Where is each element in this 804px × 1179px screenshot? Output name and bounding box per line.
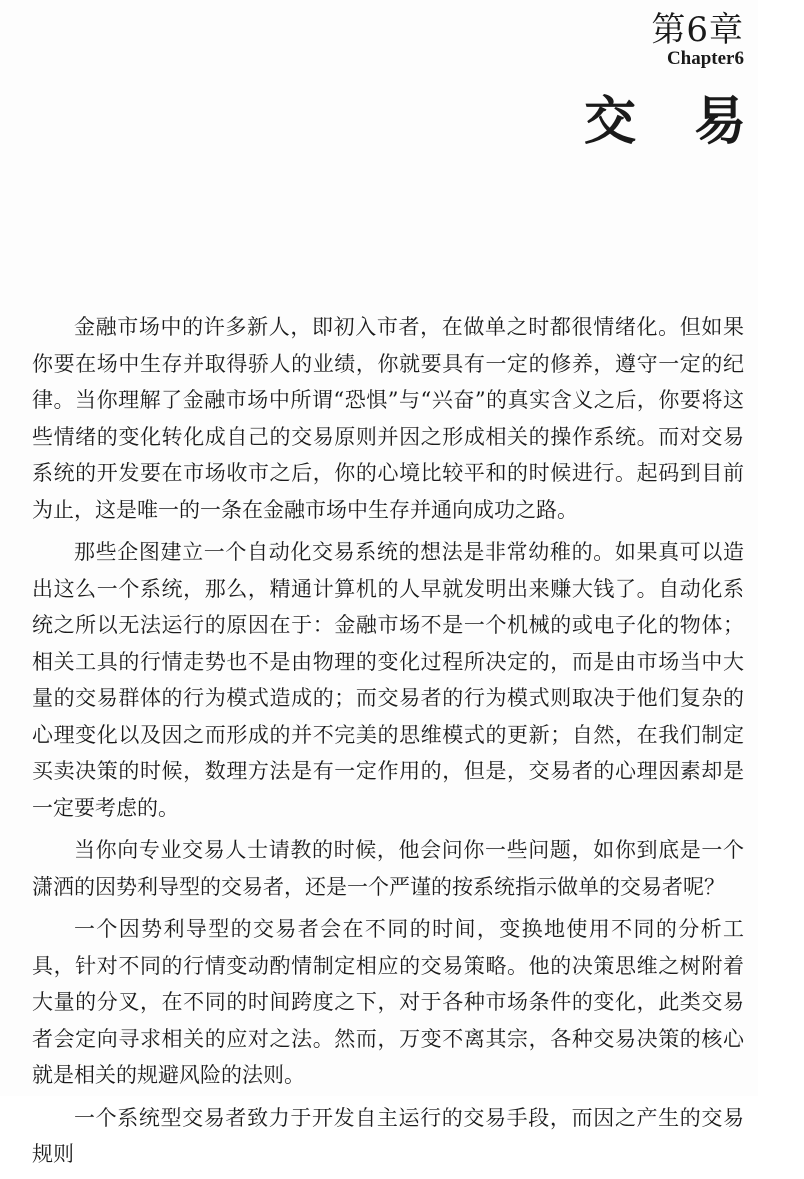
paragraph: 一个因势利导型的交易者会在不同的时间，变换地使用不同的分析工具，针对不同的行情变动酌情制定相应的交易策略。他的决策思维之树附着大量的分叉，在不同的时间跨度之下，对于各种市场条件的变化，此类交易者会定向寻求相关的应对之法。然而，万变不离其宗，各种交易决策的核心就是相关的规避风险的法则。: [32, 917, 744, 1087]
chapter-title: 交易: [583, 91, 804, 152]
paragraph: 一个系统型交易者致力于开发自主运行的交易手段，而因之产生的交易规则: [32, 1105, 744, 1166]
paragraph: 金融市场中的许多新人，即初入市者，在做单之时都很情绪化。但如果你要在场中生存并取得骄人的业绩，你就要具有一定的修养，遵守一定的纪律。当你理解了金融市场中所谓“恐惧”与“兴奋”的真实含义之后，你要将这些情绪的变化转化成自己的交易原则并因之形成相关的操作系统。而对交易系统的开发要在市场收市之后，你的心境比较平和的时候进行。起码到目前为止，这是唯一的一条在金融市场中生存并通向成功之路。: [32, 315, 744, 522]
body-text: [32, 309, 744, 1179]
paragraph: 那些企图建立一个自动化交易系统的想法是非常幼稚的。如果真可以造出这么一个系统，那么，精通计算机的人早就发明出来赚大钱了。自动化系统之所以无法运行的原因在于：金融市场不是一个机械的或电子化的物体；相关工具的行情走势也不是由物理的变化过程所决定的，而是由市场当中大量的交易群体的行为模式造成的；而交易者的行为模式则取决于他们复杂的心理变化以及因之而形成的并不完美的思维模式的更新；自然，在我们制定买卖决策的时候，数理方法是有一定作用的，但是，交易者的心理因素却是一定要考虑的。: [32, 540, 744, 820]
chapter-number: 第6章: [651, 10, 744, 50]
chapter-heading: [651, 10, 744, 70]
chapter-label: Chapter6: [666, 48, 744, 69]
paragraph: 当你向专业交易人士请教的时候，他会问你一些问题，如你到底是一个潇洒的因势利导型的交易者，还是一个严谨的按系统指示做单的交易者呢？: [32, 838, 744, 899]
